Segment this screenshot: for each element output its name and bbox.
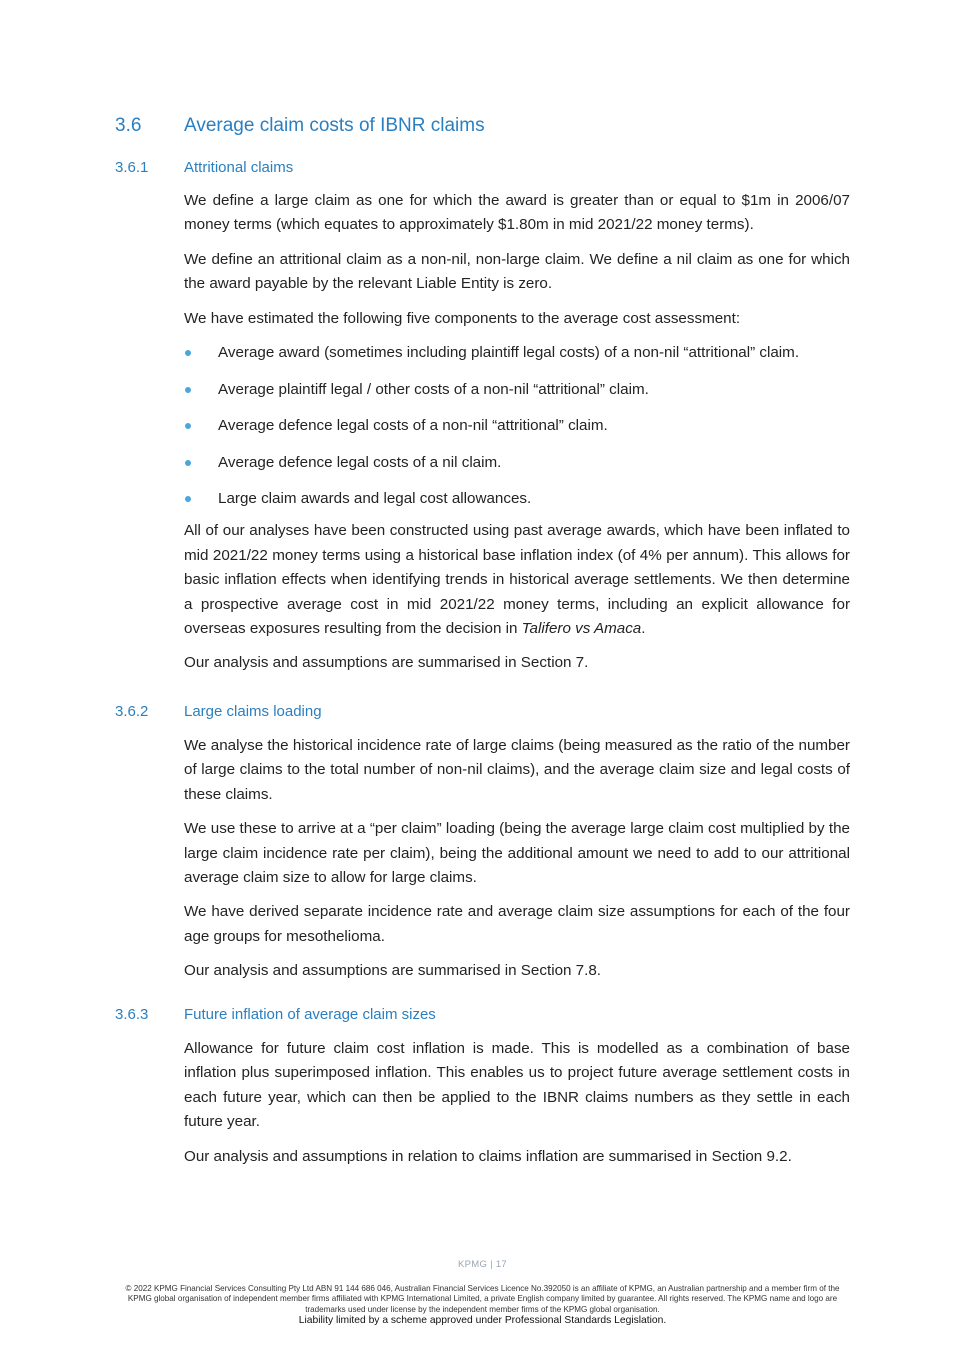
- paragraph: We define an attritional claim as a non-nil, non-large claim. We define a nil claim as one for which the award payable by the relevant Liable Entity is zero.: [184, 250, 850, 293]
- subsection-number-363: 3.6.3: [115, 1006, 149, 1023]
- list-item-text: Average defence legal costs of a nil claim.: [218, 453, 502, 471]
- bullet-icon: [185, 460, 191, 466]
- list-item-text: Large claim awards and legal cost allowances.: [218, 490, 532, 508]
- paragraph: Our analysis and assumptions are summarised in Section 7.: [184, 654, 589, 672]
- subsection-body-362: [184, 734, 850, 994]
- subsection-title-363: Future inflation of average claim sizes: [184, 1006, 436, 1023]
- paragraph: We define a large claim as one for which the award is greater than or equal to $1m in 2006/07 money terms (which equates to approximately $1.80m in mid 2021/22 money terms).: [184, 192, 850, 234]
- list-item: [184, 487, 850, 511]
- subsection-title-362: Large claims loading: [184, 703, 322, 720]
- list-item: [184, 378, 850, 402]
- list-item-text: Average award (sometimes including plaintiff legal costs) of a non-nil “attritional” claim.: [218, 344, 800, 362]
- legal-notice: © 2022 KPMG Financial Services Consulting Pty Ltd ABN 91 144 686 046, Australian Financial Services Licence No.392050 is an affiliate of KPMG, an Australian partnership and a member firm of the KPMG global organisation of independent member firms affiliated with KPMG International Limited, a private English company limited by guarantee. All rights reserved. The KPMG name and logo are trademarks used under license by the independent member firms of the KPMG global organisation.: [125, 1284, 840, 1314]
- subsection-body-361: [184, 189, 850, 686]
- paragraph: We have derived separate incidence rate and average claim size assumptions for each of the four age groups for mesothelioma.: [184, 903, 850, 945]
- bullet-list: [184, 341, 850, 511]
- bullet-icon: [185, 387, 191, 393]
- paragraph: [184, 519, 850, 641]
- paragraph: Our analysis and assumptions in relation to claims inflation are summarised in Section 9.2.: [184, 1147, 792, 1165]
- liability-notice: Liability limited by a scheme approved under Professional Standards Legislation.: [298, 1315, 667, 1326]
- case-name: Talifero vs Amaca: [521, 620, 642, 638]
- paragraph: Allowance for future claim cost inflation is made. This is modelled as a combination of base inflation plus superimposed inflation. This enables us to project future average settlement costs in each future year, which can then be applied to the IBNR claims numbers as they settle in each future year.: [184, 1040, 850, 1131]
- list-item-text: Average plaintiff legal / other costs of a non-nil “attritional” claim.: [218, 380, 649, 398]
- bullet-icon: [185, 496, 191, 502]
- section-number: 3.6: [115, 115, 142, 136]
- section-title: Average claim costs of IBNR claims: [184, 115, 485, 136]
- list-item: [184, 341, 850, 365]
- list-item: [184, 451, 850, 475]
- subsection-number-361: 3.6.1: [115, 159, 149, 176]
- bullet-icon: [185, 350, 191, 356]
- page-number: KPMG | 17: [458, 1259, 507, 1270]
- paragraph: We have estimated the following five components to the average cost assessment:: [184, 309, 741, 327]
- subsection-title-361: Attritional claims: [184, 159, 294, 176]
- paragraph: We analyse the historical incidence rate of large claims (being measured as the ratio of the number of large claims to the total number of non-nil claims), and the average claim size and legal costs of these claims.: [184, 737, 850, 803]
- list-item-text: Average defence legal costs of a non-nil “attritional” claim.: [218, 417, 608, 435]
- paragraph-text: All of our analyses have been constructed using past average awards, which have been inflated to mid 2021/22 money terms using a historical base inflation index (of 4% per annum). This allows for basic inflation effects when identifying trends in historical average settlements. We then determine a prospective average cost in mid 2021/22 money terms, including an explicit allowance for overseas exposures resulting from the decision in: [184, 522, 850, 638]
- paragraph: We use these to arrive at a “per claim” loading (being the average large claim cost multiplied by the large claim incidence rate per claim), being the additional amount we need to add to our attritional average claim size to allow for large claims.: [184, 820, 850, 887]
- subsection-body-363: [184, 1037, 850, 1179]
- subsection-number-362: 3.6.2: [115, 703, 149, 720]
- paragraph-end: .: [641, 620, 646, 638]
- bullet-icon: [185, 423, 191, 429]
- list-item: [184, 414, 850, 438]
- paragraph: Our analysis and assumptions are summarised in Section 7.8.: [184, 962, 602, 980]
